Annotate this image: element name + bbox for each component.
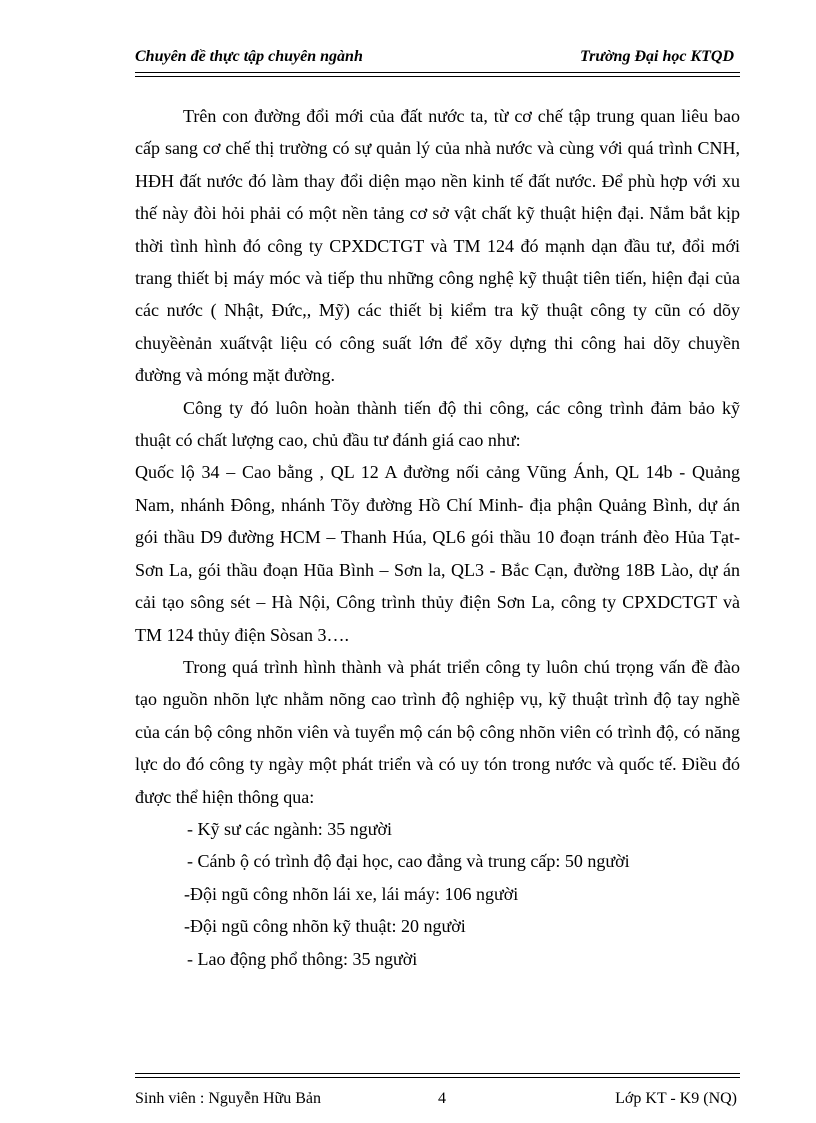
page-number: 4	[438, 1090, 446, 1107]
body-text	[135, 100, 740, 975]
footer-class: Lớp KT - K9 (NQ)	[615, 1090, 737, 1107]
list-item: -Đội ngũ công nhõn kỹ thuật: 20 người	[184, 916, 466, 937]
list-item: - Kỹ sư các ngành: 35 người	[187, 818, 392, 839]
list-item: - Lao động phổ thông: 35 người	[187, 948, 418, 969]
page-footer	[135, 1090, 740, 1112]
list-item: - Cánb ộ có trình độ đại học, cao đẳng và trung cấp: 50 người	[187, 851, 630, 872]
paragraph: Trên con đường đổi mới của đất nước ta, từ cơ chế tập trung quan liêu bao cấp sang cơ chế thị trường có sự quản lý của nhà nước và cùng với quá trình CNH, HĐH đất nước đó làm thay đổi diện mạo nền kinh tế đất nước. Để phù hợp với xu thế này đòi hỏi phải có một nền tảng cơ sở vật chất kỹ thuật hiện đại. Nắm bắt kịp thời tình hình đó công ty CPXDCTGT và TM 124 đó mạnh dạn đầu tư, đổi mới trang thiết bị máy móc và tiếp thu những công nghệ kỹ thuật tiên tiến, hiện đại của các nước ( Nhật, Đức,, Mỹ) các thiết bị kiểm tra kỹ thuật công ty cũn có dõy chuyềènản xuấtvật liệu có công suất lớn để xõy dựng thi công hai dõy chuyền đường và móng mặt đường.	[135, 106, 740, 386]
header-rule-2	[135, 76, 740, 77]
footer-student: Sinh viên : Nguyễn Hữu Bản	[135, 1090, 321, 1107]
paragraph: Trong quá trình hình thành và phát triển công ty luôn chú trọng vấn đề đào tạo nguồn nhõn lực nhằm nõng cao trình độ nghiệp vụ, kỹ thuật trình độ tay nghề của cán bộ công nhõn viên và tuyển mộ cán bộ công nhõn viên có trình độ, có năng lực do đó công ty ngày một phát triển và có uy tón trong nước và quốc tế. Điều đó được thể hiện thông qua:	[135, 656, 740, 807]
header-university: Trường Đại học KTQD	[579, 48, 734, 65]
header-rule-1	[135, 72, 740, 73]
list-item: -Đội ngũ công nhõn lái xe, lái máy: 106 người	[184, 883, 519, 904]
header-title: Chuyên đề thực tập chuyên ngành	[135, 48, 363, 65]
paragraph: Công ty đó luôn hoàn thành tiến độ thi công, các công trình đảm bảo kỹ thuật có chất lượng cao, chủ đầu tư đánh giá cao như:	[135, 397, 740, 451]
page-header	[135, 48, 740, 72]
footer-rule-2	[135, 1077, 740, 1078]
footer-rule-1	[135, 1073, 740, 1074]
paragraph: Quốc lộ 34 – Cao bằng , QL 12 A đường nối cảng Vũng Ánh, QL 14b - Quảng Nam, nhánh Đông, nhánh Tõy đường Hồ Chí Minh- địa phận Quảng Bình, dự án gói thầu D9 đường HCM – Thanh Húa, QL6 gói thầu 10 đoạn tránh đèo Hủa Tạt- Sơn La, gói thầu đoạn Hũa Bình – Sơn la, QL3 - Bắc Cạn, đường 18B Lào, dự án cải tạo sông sét – Hà Nội, Công trình thủy điện Sơn La, công ty CPXDCTGT và TM 124 thủy điện Sòsan 3….	[135, 462, 740, 645]
